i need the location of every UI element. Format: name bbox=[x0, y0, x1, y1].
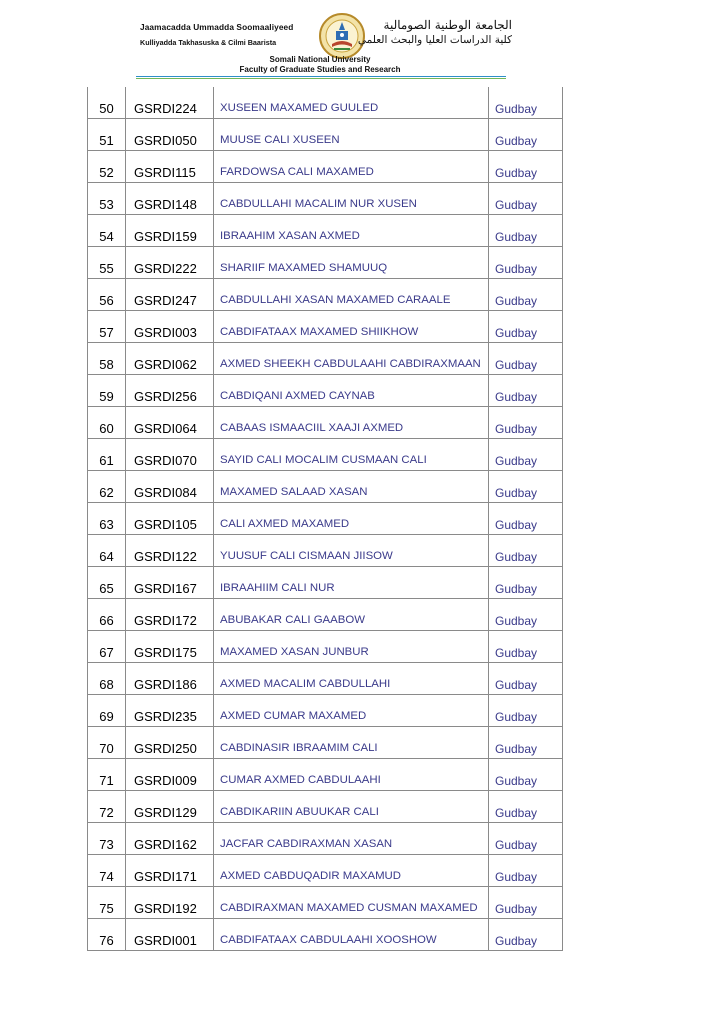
letterhead-english bbox=[170, 55, 470, 75]
row-number: 69 bbox=[88, 695, 126, 727]
student-id: GSRDI050 bbox=[126, 119, 214, 151]
faculty-name-arabic: كلية الدراسات العليا والبحث العلمي bbox=[357, 34, 512, 46]
student-name: AXMED MACALIM CABDULLAHI bbox=[214, 663, 489, 695]
result-status: Gudbay bbox=[489, 823, 563, 855]
table-row bbox=[88, 151, 563, 183]
results-table bbox=[87, 87, 563, 951]
table-row bbox=[88, 823, 563, 855]
student-name: IBRAAHIM XASAN AXMED bbox=[214, 215, 489, 247]
student-name: SAYID CALI MOCALIM CUSMAAN CALI bbox=[214, 439, 489, 471]
university-name-somali: Jaamacadda Ummadda Soomaaliyeed bbox=[140, 22, 294, 32]
student-id: GSRDI105 bbox=[126, 503, 214, 535]
table-row bbox=[88, 439, 563, 471]
student-name: CABDIKARIIN ABUUKAR CALI bbox=[214, 791, 489, 823]
table-row bbox=[88, 727, 563, 759]
row-number: 63 bbox=[88, 503, 126, 535]
row-number: 56 bbox=[88, 279, 126, 311]
student-id: GSRDI115 bbox=[126, 151, 214, 183]
student-name: JACFAR CABDIRAXMAN XASAN bbox=[214, 823, 489, 855]
faculty-name-somali: Kulliyadda Takhasuska & Cilmi Baarista bbox=[140, 38, 277, 47]
row-number: 65 bbox=[88, 567, 126, 599]
table-row bbox=[88, 407, 563, 439]
row-number: 75 bbox=[88, 887, 126, 919]
student-name: AXMED CUMAR MAXAMED bbox=[214, 695, 489, 727]
student-name: FARDOWSA CALI MAXAMED bbox=[214, 151, 489, 183]
student-id: GSRDI122 bbox=[126, 535, 214, 567]
letterhead-somali bbox=[140, 22, 320, 47]
row-number: 57 bbox=[88, 311, 126, 343]
row-number: 64 bbox=[88, 535, 126, 567]
row-number: 66 bbox=[88, 599, 126, 631]
student-id: GSRDI070 bbox=[126, 439, 214, 471]
result-status: Gudbay bbox=[489, 247, 563, 279]
table-row bbox=[88, 375, 563, 407]
table-row bbox=[88, 631, 563, 663]
student-name: MUUSE CALI XUSEEN bbox=[214, 119, 489, 151]
student-id: GSRDI192 bbox=[126, 887, 214, 919]
row-number: 68 bbox=[88, 663, 126, 695]
university-name-arabic: الجامعة الوطنية الصومالية bbox=[383, 18, 512, 32]
student-name: IBRAAHIIM CALI NUR bbox=[214, 567, 489, 599]
student-name: CALI AXMED MAXAMED bbox=[214, 503, 489, 535]
result-status: Gudbay bbox=[489, 343, 563, 375]
row-number: 70 bbox=[88, 727, 126, 759]
student-id: GSRDI162 bbox=[126, 823, 214, 855]
row-number: 72 bbox=[88, 791, 126, 823]
result-status: Gudbay bbox=[489, 759, 563, 791]
table-row bbox=[88, 759, 563, 791]
student-id: GSRDI159 bbox=[126, 215, 214, 247]
row-number: 67 bbox=[88, 631, 126, 663]
student-id: GSRDI148 bbox=[126, 183, 214, 215]
faculty-name-english: Faculty of Graduate Studies and Research bbox=[239, 65, 401, 74]
student-name: YUUSUF CALI CISMAAN JIISOW bbox=[214, 535, 489, 567]
result-status: Gudbay bbox=[489, 87, 563, 119]
student-id: GSRDI129 bbox=[126, 791, 214, 823]
table-row bbox=[88, 471, 563, 503]
result-status: Gudbay bbox=[489, 151, 563, 183]
result-status: Gudbay bbox=[489, 375, 563, 407]
student-id: GSRDI250 bbox=[126, 727, 214, 759]
student-id: GSRDI064 bbox=[126, 407, 214, 439]
student-name: XUSEEN MAXAMED GUULED bbox=[214, 87, 489, 119]
student-id: GSRDI084 bbox=[126, 471, 214, 503]
row-number: 54 bbox=[88, 215, 126, 247]
table-row bbox=[88, 311, 563, 343]
student-name: CUMAR AXMED CABDULAAHI bbox=[214, 759, 489, 791]
table-row bbox=[88, 855, 563, 887]
result-status: Gudbay bbox=[489, 535, 563, 567]
result-status: Gudbay bbox=[489, 855, 563, 887]
row-number: 61 bbox=[88, 439, 126, 471]
student-id: GSRDI247 bbox=[126, 279, 214, 311]
table-row bbox=[88, 599, 563, 631]
student-name: AXMED CABDUQADIR MAXAMUD bbox=[214, 855, 489, 887]
result-status: Gudbay bbox=[489, 503, 563, 535]
table-row bbox=[88, 887, 563, 919]
table-row bbox=[88, 279, 563, 311]
letterhead-arabic bbox=[357, 18, 512, 46]
student-name: ABUBAKAR CALI GAABOW bbox=[214, 599, 489, 631]
student-name: CABDULLAHI MACALIM NUR XUSEN bbox=[214, 183, 489, 215]
table-row bbox=[88, 535, 563, 567]
table-row bbox=[88, 791, 563, 823]
row-number: 50 bbox=[88, 87, 126, 119]
student-name: MAXAMED XASAN JUNBUR bbox=[214, 631, 489, 663]
student-id: GSRDI003 bbox=[126, 311, 214, 343]
header-divider-green bbox=[136, 78, 506, 79]
student-name: AXMED SHEEKH CABDULAAHI CABDIRAXMAAN bbox=[214, 343, 489, 375]
table-row bbox=[88, 663, 563, 695]
student-id: GSRDI172 bbox=[126, 599, 214, 631]
table-row bbox=[88, 919, 563, 951]
result-status: Gudbay bbox=[489, 567, 563, 599]
row-number: 73 bbox=[88, 823, 126, 855]
row-number: 52 bbox=[88, 151, 126, 183]
result-status: Gudbay bbox=[489, 311, 563, 343]
student-name: CABDIFATAAX CABDULAAHI XOOSHOW bbox=[214, 919, 489, 951]
result-status: Gudbay bbox=[489, 631, 563, 663]
table-row bbox=[88, 503, 563, 535]
result-status: Gudbay bbox=[489, 183, 563, 215]
result-status: Gudbay bbox=[489, 727, 563, 759]
student-id: GSRDI171 bbox=[126, 855, 214, 887]
student-id: GSRDI235 bbox=[126, 695, 214, 727]
university-name-english: Somali National University bbox=[269, 55, 371, 64]
row-number: 62 bbox=[88, 471, 126, 503]
student-id: GSRDI222 bbox=[126, 247, 214, 279]
student-name: CABDIFATAAX MAXAMED SHIIKHOW bbox=[214, 311, 489, 343]
student-id: GSRDI001 bbox=[126, 919, 214, 951]
result-status: Gudbay bbox=[489, 695, 563, 727]
result-status: Gudbay bbox=[489, 471, 563, 503]
student-name: SHARIIF MAXAMED SHAMUUQ bbox=[214, 247, 489, 279]
table-row bbox=[88, 695, 563, 727]
result-status: Gudbay bbox=[489, 439, 563, 471]
student-name: CABAAS ISMAACIIL XAAJI AXMED bbox=[214, 407, 489, 439]
student-name: MAXAMED SALAAD XASAN bbox=[214, 471, 489, 503]
result-status: Gudbay bbox=[489, 663, 563, 695]
table-row bbox=[88, 567, 563, 599]
result-status: Gudbay bbox=[489, 119, 563, 151]
row-number: 58 bbox=[88, 343, 126, 375]
student-name: CABDIRAXMAN MAXAMED CUSMAN MAXAMED bbox=[214, 887, 489, 919]
row-number: 55 bbox=[88, 247, 126, 279]
student-name: CABDULLAHI XASAN MAXAMED CARAALE bbox=[214, 279, 489, 311]
table-row bbox=[88, 183, 563, 215]
result-status: Gudbay bbox=[489, 919, 563, 951]
result-status: Gudbay bbox=[489, 599, 563, 631]
result-status: Gudbay bbox=[489, 215, 563, 247]
header-divider-blue bbox=[136, 76, 506, 77]
table-row bbox=[88, 343, 563, 375]
row-number: 60 bbox=[88, 407, 126, 439]
results-table-body bbox=[88, 87, 563, 951]
row-number: 51 bbox=[88, 119, 126, 151]
table-row bbox=[88, 87, 563, 119]
student-id: GSRDI167 bbox=[126, 567, 214, 599]
result-status: Gudbay bbox=[489, 407, 563, 439]
student-name: CABDIQANI AXMED CAYNAB bbox=[214, 375, 489, 407]
student-id: GSRDI186 bbox=[126, 663, 214, 695]
result-status: Gudbay bbox=[489, 791, 563, 823]
table-row bbox=[88, 247, 563, 279]
student-id: GSRDI009 bbox=[126, 759, 214, 791]
row-number: 76 bbox=[88, 919, 126, 951]
row-number: 59 bbox=[88, 375, 126, 407]
student-id: GSRDI062 bbox=[126, 343, 214, 375]
student-id: GSRDI224 bbox=[126, 87, 214, 119]
row-number: 71 bbox=[88, 759, 126, 791]
result-status: Gudbay bbox=[489, 279, 563, 311]
row-number: 53 bbox=[88, 183, 126, 215]
table-row bbox=[88, 119, 563, 151]
student-id: GSRDI256 bbox=[126, 375, 214, 407]
student-id: GSRDI175 bbox=[126, 631, 214, 663]
table-row bbox=[88, 215, 563, 247]
row-number: 74 bbox=[88, 855, 126, 887]
student-name: CABDINASIR IBRAAMIM CALI bbox=[214, 727, 489, 759]
letterhead bbox=[0, 0, 724, 80]
result-status: Gudbay bbox=[489, 887, 563, 919]
